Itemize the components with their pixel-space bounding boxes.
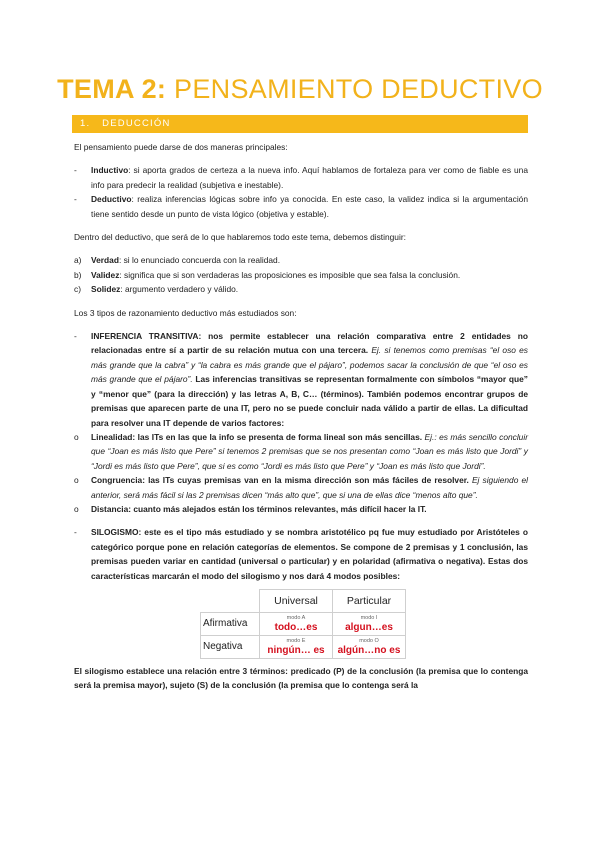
list-item [74, 329, 528, 430]
title-number: TEMA 2: [57, 74, 167, 104]
term-inferencia-transitiva: INFERENCIA TRANSITIVA [91, 331, 199, 342]
term-congruencia: Congruencia [91, 475, 143, 486]
term-validez: Validez [91, 269, 120, 280]
mode-term: todo…es [274, 621, 318, 633]
term-solidez: Solidez [91, 284, 121, 295]
item-text: : las ITs cuyas premisas van en la misma dirección son más fáciles de resolver. [142, 475, 472, 486]
document-body [74, 140, 528, 693]
list-item [74, 268, 528, 282]
mode-cell [260, 612, 333, 635]
item-text: : nos permite establecer una relación comparativa entre 2 entidades no relacionadas entre sí a partir de su relación mutua con una tercera. [91, 331, 528, 356]
list-marker: o [74, 475, 79, 486]
list-item [74, 430, 528, 473]
mode-term: ningún… es [267, 644, 325, 656]
table-row [201, 612, 406, 635]
silogismo-modes-table [200, 589, 406, 659]
page-title [0, 74, 600, 104]
conceptos-list [74, 253, 528, 296]
term-deductivo: Deductivo [91, 194, 132, 205]
col-header-particular: Particular [333, 589, 406, 612]
table-corner [201, 589, 260, 612]
list-marker: o [74, 503, 79, 514]
mode-cell [260, 635, 333, 658]
item-text: : argumento verdadero y válido. [120, 284, 239, 295]
tipos-paragraph: Los 3 tipos de razonamiento deductivo más estudiados son: [74, 307, 297, 318]
item-text: : las ITs en las que la info se presenta de forma lineal son más sencillas. [132, 431, 425, 442]
term-linealidad: Linealidad [91, 431, 133, 442]
list-marker: - [74, 331, 77, 342]
mode-cell [333, 612, 406, 635]
row-label-negativa: Negativa [201, 635, 260, 658]
mode-label: modo A [286, 614, 306, 621]
tipos-list [74, 329, 528, 516]
closing-paragraph [74, 664, 528, 693]
list-item [74, 473, 528, 502]
table-row [201, 635, 406, 658]
intro-paragraph: El pensamiento puede darse de dos maneras principales: [74, 142, 288, 152]
section-number: 1. [80, 118, 91, 129]
mode-label: modo E [286, 637, 306, 644]
list-item [74, 525, 528, 583]
mode-label: modo I [360, 614, 378, 621]
list-item [74, 192, 528, 221]
item-text: : significa que si son verdaderas las proposiciones es imposible que sea falsa la conclusión. [119, 269, 461, 280]
section-header [72, 115, 528, 133]
mode-term: algún…no es [337, 644, 401, 656]
list-marker: - [74, 165, 77, 176]
silogismo-list [74, 525, 528, 583]
distinguir-paragraph: Dentro del deductivo, que será de lo que hablaremos todo este tema, debemos distinguir: [74, 232, 406, 243]
list-item [74, 502, 528, 516]
term-verdad: Verdad [91, 255, 119, 266]
silogismo-table-wrap [74, 589, 528, 659]
term-silogismo: SILOGISMO [91, 527, 139, 538]
list-marker: a) [74, 255, 82, 266]
item-text: : este es el tipo más estudiado y se nombra aristotélico pq fue muy estudiado por Aristóteles o categórico porque pone en relación categorías de elementos. Se compone de 2 premisas y 1 conclusión, las premisas pueden variar en cantidad (universal o particular) y en polaridad (afirmativa o negativa). Estas dos características marcarán el modo del silogismo y nos dará 4 modos posibles: [91, 527, 528, 581]
title-text: PENSAMIENTO DEDUCTIVO [174, 74, 543, 104]
list-marker: b) [74, 269, 82, 280]
closing-text: El silogismo establece una relación entre 3 términos: predicado (P) de la conclusión (la premisa que lo contenga será la premisa mayor), sujeto (S) de la conclusión (la premisa que lo contenga será la [74, 665, 528, 691]
mode-label: modo O [359, 637, 379, 644]
list-item [74, 163, 528, 192]
example-text: Ej. si tenemos como premisas “el oso es más grande que la cabra” y “la cabra es más grande que el pájaro”, podemos sacar la conclusión de que “el oso es más grande que el pájaro”. [91, 345, 528, 385]
list-marker: c) [74, 284, 81, 295]
col-header-universal: Universal [260, 589, 333, 612]
term-inductivo: Inductivo [91, 165, 129, 176]
maneras-list [74, 163, 528, 221]
section-label: DEDUCCIÓN [102, 118, 171, 129]
item-text: : realiza inferencias lógicas sobre info ya conocida. En este caso, la validez indica si la argumentación tiene sentido desde un punto de vista lógico (objetiva y estable). [91, 194, 528, 219]
list-item [74, 253, 528, 267]
list-marker: - [74, 194, 77, 205]
term-distancia: Distancia [91, 503, 129, 514]
list-marker: - [74, 527, 77, 538]
row-label-afirmativa: Afirmativa [201, 612, 260, 635]
item-text: Las inferencias transitivas se representan formalmente con símbolos “mayor que” y “menor que” (para la dirección) y las letras A, B, C… (términos). También podemos encontrar grupos de premisas que aparecen parte de una IT, pero no se puede concluir nada válido a partir de ellas. La dificultad para resolver una IT depende de varios factores: [91, 374, 528, 428]
mode-cell [333, 635, 406, 658]
list-marker: o [74, 431, 79, 442]
item-text: : si aporta grados de certeza a la nueva info. Aquí hablamos de fortaleza para ver como de fiable es una info para predecir la realidad (subjetiva e inestable). [91, 165, 528, 190]
list-item [74, 282, 528, 296]
example-text: Ej siguiendo el anterior, será más fácil si las 2 premisas dicen “más alto que”, que si una de ellas dice “menos alto que”. [91, 475, 528, 500]
example-text: Ej.: es más sencillo concluir que “Joan es más listo que Pere” si tenemos 2 premisas que se nos presentan como “Joan es más listo que Jordi” y “Jordi es más listo que Pere”, que si es como “Jordi es más listo que Pere” y “Joan es más listo que Jordi”. [91, 431, 528, 471]
item-text: : cuanto más alejados están los términos relevantes, más difícil hacer la IT. [128, 503, 427, 514]
mode-term: algun…es [345, 621, 393, 633]
item-text: : si lo enunciado concuerda con la realidad. [118, 255, 281, 266]
